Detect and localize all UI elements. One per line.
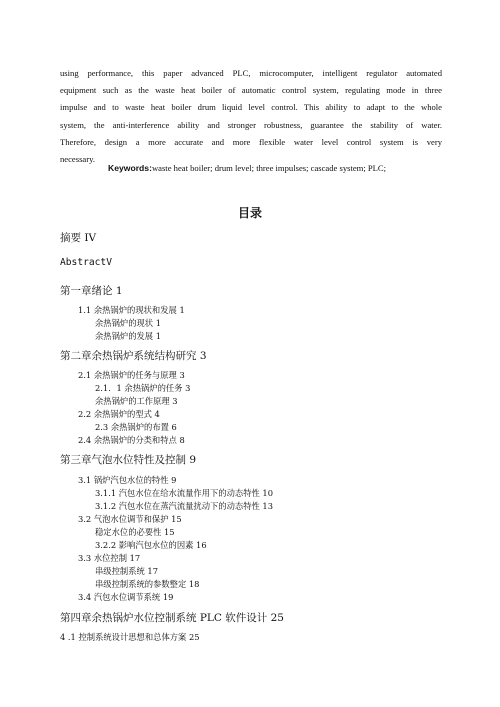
keywords-line — [108, 163, 386, 173]
toc-entry-2-3[interactable]: 2.3 余热锅炉的布置 6 — [95, 422, 177, 432]
toc-entry-3-4[interactable]: 3.4 汽包水位调节系统 19 — [78, 592, 174, 602]
toc-entry-abstract-en[interactable]: AbstractV — [60, 257, 112, 268]
toc-entry-2-4[interactable]: 2.4 余热锅炉的分类和特点 8 — [78, 435, 185, 445]
toc-entry-1-1-2[interactable]: 余热锅炉的发展 1 — [95, 331, 161, 341]
abstract-line: impulse and to waste heat boiler drum liquid level control. This ability to adapt to the whole — [60, 102, 442, 113]
keywords-text: waste heat boiler; drum level; three impulses; cascade system; PLC; — [151, 163, 387, 173]
toc-entry-3-3-1[interactable]: 串级控制系统 17 — [95, 566, 158, 576]
toc-entry-3-1[interactable]: 3.1 锅炉汽包水位的特性 9 — [78, 475, 177, 485]
toc-entry-3-2-2[interactable]: 3.2.2 影响汽包水位的因素 16 — [95, 540, 207, 550]
abstract-line: necessary. — [60, 154, 95, 165]
abstract-line: system, the anti-interference ability and stronger robustness, guarantee the stability of water. — [60, 119, 442, 130]
toc-entry-3-1-2[interactable]: 3.1.2 汽包水位在蒸汽流量扰动下的动态特性 13 — [95, 501, 273, 511]
toc-entry-abstract-cn[interactable]: 摘要 IV — [60, 232, 97, 244]
abstract-line: equipment such as the waste heat boiler of automatic control system, regulating mode in three — [60, 85, 442, 96]
toc-title: 目录 — [237, 206, 262, 220]
toc-entry-3-2[interactable]: 3.2 气泡水位调节和保护 15 — [78, 514, 182, 524]
toc-entry-3-3[interactable]: 3.3 水位控制 17 — [78, 553, 141, 563]
toc-entry-1-1-1[interactable]: 余热锅炉的现状 1 — [95, 318, 161, 328]
toc-entry-chapter-4[interactable]: 第四章余热锅炉水位控制系统 PLC 软件设计 25 — [60, 612, 284, 624]
toc-entry-4-1[interactable]: 4 .1 控制系统设计思想和总体方案 25 — [60, 632, 200, 642]
keywords-label: Keywords: — [108, 163, 152, 173]
toc-entry-3-3-2[interactable]: 串级控制系统的参数整定 18 — [95, 579, 200, 589]
toc-entry-chapter-2[interactable]: 第二章余热锅炉系统结构研究 3 — [60, 350, 207, 362]
toc-entry-2-2[interactable]: 2.2 余热锅炉的型式 4 — [78, 409, 160, 419]
toc-entry-chapter-3[interactable]: 第三章气泡水位特性及控制 9 — [60, 454, 197, 466]
toc-entry-2-1-2[interactable]: 余热锅炉的工作原理 3 — [95, 396, 178, 406]
toc-entry-3-1-1[interactable]: 3.1.1 汽包水位在给水流量作用下的动态特性 10 — [95, 488, 273, 498]
toc-entry-1-1[interactable]: 1.1 余热锅炉的现状和发展 1 — [78, 305, 185, 315]
toc-entry-chapter-1[interactable]: 第一章绪论 1 — [60, 285, 123, 297]
abstract-paragraph — [60, 65, 442, 168]
abstract-line: Therefore, design a more accurate and more flexible water level control system is very — [60, 136, 442, 147]
abstract-line: using performance, this paper advanced PLC, microcomputer, intelligent regulator automated — [60, 68, 442, 78]
toc-entry-3-2-1[interactable]: 稳定水位的必要性 15 — [95, 527, 175, 537]
toc-entry-2-1-1[interactable]: 2.1．1 余热锅炉的任务 3 — [95, 383, 191, 393]
toc-entry-2-1[interactable]: 2.1 余热锅炉的任务与原理 3 — [78, 370, 185, 380]
